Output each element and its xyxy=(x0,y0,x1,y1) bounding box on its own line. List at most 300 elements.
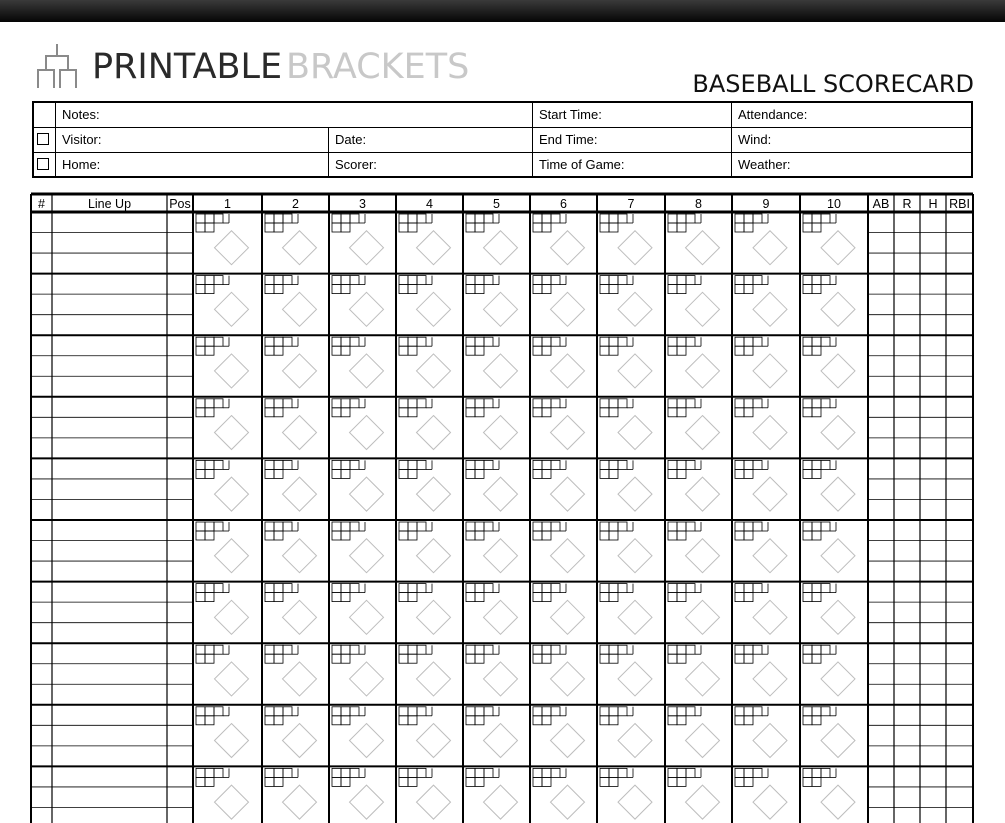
ball-count-box xyxy=(466,707,475,716)
ball-count-box xyxy=(812,645,821,654)
ball-count-box xyxy=(466,214,475,223)
strike-count-box xyxy=(812,223,821,232)
strike-count-box xyxy=(600,654,609,663)
strike-count-box xyxy=(677,531,686,540)
strike-count-box xyxy=(677,408,686,417)
header-stat-rbi: RBI xyxy=(949,197,970,211)
ball-count-box xyxy=(265,399,274,408)
ball-count-box xyxy=(744,337,753,346)
ball-count-box xyxy=(803,214,812,223)
ball-count-box xyxy=(408,337,417,346)
ball-count-box xyxy=(332,460,341,469)
ball-count-box xyxy=(466,276,475,285)
ball-count-box xyxy=(542,522,551,531)
strike-count-box xyxy=(408,777,417,786)
ball-count-box xyxy=(821,214,830,223)
strike-count-box xyxy=(265,531,274,540)
ball-count-box xyxy=(274,645,283,654)
strike-count-box xyxy=(274,531,283,540)
strike-count-box xyxy=(668,654,677,663)
ball-count-box xyxy=(753,645,762,654)
ball-count-box xyxy=(283,276,292,285)
strike-count-box xyxy=(735,716,744,725)
ball-count-box xyxy=(551,522,560,531)
base-diamond xyxy=(618,600,652,634)
ball-count-box xyxy=(812,399,821,408)
strike-count-box xyxy=(341,469,350,478)
ball-count-box xyxy=(475,707,484,716)
base-diamond xyxy=(350,785,384,819)
strike-count-box xyxy=(408,469,417,478)
ball-count-box xyxy=(399,584,408,593)
strike-count-box xyxy=(609,777,618,786)
ball-count-box xyxy=(812,276,821,285)
ball-count-box xyxy=(466,460,475,469)
ball-count-box xyxy=(618,399,627,408)
base-diamond xyxy=(350,600,384,634)
strike-count-box xyxy=(466,531,475,540)
strike-count-box xyxy=(542,593,551,602)
ball-count-box xyxy=(735,399,744,408)
base-diamond xyxy=(753,662,787,696)
ball-count-box xyxy=(283,214,292,223)
strike-count-box xyxy=(475,593,484,602)
ball-count-box xyxy=(350,460,359,469)
base-diamond xyxy=(484,539,518,573)
ball-count-box xyxy=(475,522,484,531)
ball-count-box xyxy=(686,276,695,285)
base-diamond xyxy=(821,354,855,388)
ball-count-box xyxy=(350,399,359,408)
strike-count-box xyxy=(533,654,542,663)
ball-count-box xyxy=(417,460,426,469)
ball-count-box xyxy=(744,584,753,593)
ball-count-box xyxy=(283,768,292,777)
base-diamond xyxy=(215,662,249,696)
ball-count-box xyxy=(265,276,274,285)
ball-count-box xyxy=(812,214,821,223)
strike-count-box xyxy=(332,531,341,540)
strike-count-box xyxy=(196,285,205,294)
base-diamond xyxy=(350,231,384,265)
ball-count-box xyxy=(214,214,223,223)
base-diamond xyxy=(821,724,855,758)
base-diamond xyxy=(821,600,855,634)
ball-count-box xyxy=(399,768,408,777)
ball-count-box xyxy=(551,214,560,223)
base-diamond xyxy=(753,600,787,634)
base-diamond xyxy=(215,231,249,265)
ball-count-box xyxy=(542,707,551,716)
strike-count-box xyxy=(600,346,609,355)
brand-word-printable: PRINTABLE xyxy=(92,47,283,87)
ball-count-box xyxy=(803,399,812,408)
ball-count-box xyxy=(283,584,292,593)
ball-count-box xyxy=(283,522,292,531)
ball-count-box xyxy=(350,337,359,346)
base-diamond xyxy=(551,785,585,819)
ball-count-box xyxy=(821,584,830,593)
ball-count-box xyxy=(542,337,551,346)
strike-count-box xyxy=(812,285,821,294)
base-diamond xyxy=(215,354,249,388)
ball-count-box xyxy=(618,584,627,593)
ball-count-box xyxy=(274,276,283,285)
ball-count-box xyxy=(283,337,292,346)
ball-count-box xyxy=(466,768,475,777)
ball-count-box xyxy=(686,645,695,654)
strike-count-box xyxy=(735,654,744,663)
ball-count-box xyxy=(686,584,695,593)
ball-count-box xyxy=(600,707,609,716)
ball-count-box xyxy=(600,522,609,531)
strike-count-box xyxy=(744,223,753,232)
strike-count-box xyxy=(399,285,408,294)
ball-count-box xyxy=(609,522,618,531)
ball-count-box xyxy=(803,460,812,469)
base-diamond xyxy=(551,416,585,450)
ball-count-box xyxy=(265,768,274,777)
ball-count-box xyxy=(214,768,223,777)
ball-count-box xyxy=(341,460,350,469)
ball-count-box xyxy=(542,214,551,223)
strike-count-box xyxy=(205,346,214,355)
ball-count-box xyxy=(341,399,350,408)
base-diamond xyxy=(350,354,384,388)
header-inning-9: 9 xyxy=(762,197,770,211)
ball-count-box xyxy=(214,707,223,716)
ball-count-box xyxy=(484,214,493,223)
ball-count-box xyxy=(735,645,744,654)
strike-count-box xyxy=(542,408,551,417)
base-diamond xyxy=(283,416,317,450)
ball-count-box xyxy=(265,707,274,716)
base-diamond xyxy=(350,477,384,511)
strike-count-box xyxy=(609,346,618,355)
ball-count-box xyxy=(265,645,274,654)
strike-count-box xyxy=(600,593,609,602)
strike-count-box xyxy=(803,716,812,725)
strike-count-box xyxy=(408,593,417,602)
ball-count-box xyxy=(744,214,753,223)
strike-count-box xyxy=(600,531,609,540)
ball-count-box xyxy=(686,522,695,531)
home-label: Home: xyxy=(62,157,101,172)
strike-count-box xyxy=(744,654,753,663)
ball-count-box xyxy=(803,337,812,346)
strike-count-box xyxy=(205,777,214,786)
strike-count-box xyxy=(744,716,753,725)
ball-count-box xyxy=(332,645,341,654)
ball-count-box xyxy=(484,276,493,285)
ball-count-box xyxy=(618,214,627,223)
strike-count-box xyxy=(533,716,542,725)
strike-count-box xyxy=(205,531,214,540)
base-diamond xyxy=(350,724,384,758)
strike-count-box xyxy=(812,777,821,786)
ball-count-box xyxy=(677,522,686,531)
strike-count-box xyxy=(609,223,618,232)
header-inning-3: 3 xyxy=(359,197,366,211)
ball-count-box xyxy=(196,584,205,593)
base-diamond xyxy=(350,292,384,326)
ball-count-box xyxy=(350,584,359,593)
ball-count-box xyxy=(417,584,426,593)
header-stat-r: R xyxy=(902,197,912,211)
ball-count-box xyxy=(609,399,618,408)
ball-count-box xyxy=(533,645,542,654)
strike-count-box xyxy=(265,408,274,417)
base-diamond xyxy=(686,416,720,450)
base-diamond xyxy=(753,724,787,758)
strike-count-box xyxy=(803,223,812,232)
base-diamond xyxy=(821,292,855,326)
base-diamond xyxy=(686,292,720,326)
strike-count-box xyxy=(668,285,677,294)
ball-count-box xyxy=(466,584,475,593)
strike-count-box xyxy=(475,716,484,725)
ball-count-box xyxy=(753,276,762,285)
base-diamond xyxy=(551,662,585,696)
ball-count-box xyxy=(686,768,695,777)
ball-count-box xyxy=(408,522,417,531)
strike-count-box xyxy=(677,346,686,355)
strike-count-box xyxy=(341,285,350,294)
ball-count-box xyxy=(609,460,618,469)
ball-count-box xyxy=(466,399,475,408)
base-diamond xyxy=(753,539,787,573)
strike-count-box xyxy=(475,223,484,232)
strike-count-box xyxy=(341,408,350,417)
ball-count-box xyxy=(735,337,744,346)
ball-count-box xyxy=(484,522,493,531)
strike-count-box xyxy=(399,777,408,786)
base-diamond xyxy=(753,231,787,265)
strike-count-box xyxy=(668,716,677,725)
strike-count-box xyxy=(609,654,618,663)
ball-count-box xyxy=(686,399,695,408)
base-diamond xyxy=(686,354,720,388)
strike-count-box xyxy=(668,777,677,786)
strike-count-box xyxy=(332,469,341,478)
ball-count-box xyxy=(677,707,686,716)
strike-count-box xyxy=(408,408,417,417)
ball-count-box xyxy=(466,645,475,654)
ball-count-box xyxy=(205,276,214,285)
header-inning-10: 10 xyxy=(827,197,841,211)
ball-count-box xyxy=(609,768,618,777)
ball-count-box xyxy=(542,399,551,408)
ball-count-box xyxy=(551,707,560,716)
strike-count-box xyxy=(274,469,283,478)
ball-count-box xyxy=(417,399,426,408)
base-diamond xyxy=(283,662,317,696)
base-diamond xyxy=(821,662,855,696)
strike-count-box xyxy=(475,777,484,786)
ball-count-box xyxy=(753,584,762,593)
strike-count-box xyxy=(735,346,744,355)
base-diamond xyxy=(821,231,855,265)
strike-count-box xyxy=(475,654,484,663)
strike-count-box xyxy=(812,716,821,725)
strike-count-box xyxy=(812,654,821,663)
strike-count-box xyxy=(274,408,283,417)
ball-count-box xyxy=(812,522,821,531)
strike-count-box xyxy=(332,593,341,602)
base-diamond xyxy=(215,416,249,450)
strike-count-box xyxy=(803,346,812,355)
ball-count-box xyxy=(668,337,677,346)
base-diamond xyxy=(551,292,585,326)
base-diamond xyxy=(753,477,787,511)
strike-count-box xyxy=(542,531,551,540)
base-diamond xyxy=(417,539,451,573)
strike-count-box xyxy=(408,285,417,294)
ball-count-box xyxy=(475,214,484,223)
strike-count-box xyxy=(735,531,744,540)
ball-count-box xyxy=(677,214,686,223)
strike-count-box xyxy=(735,223,744,232)
strike-count-box xyxy=(803,531,812,540)
visitor-label: Visitor: xyxy=(62,132,102,147)
strike-count-box xyxy=(744,531,753,540)
base-diamond xyxy=(686,539,720,573)
strike-count-box xyxy=(803,654,812,663)
strike-count-box xyxy=(466,593,475,602)
ball-count-box xyxy=(600,214,609,223)
ball-count-box xyxy=(408,214,417,223)
base-diamond xyxy=(618,292,652,326)
strike-count-box xyxy=(196,346,205,355)
ball-count-box xyxy=(735,276,744,285)
ball-count-box xyxy=(753,214,762,223)
base-diamond xyxy=(417,724,451,758)
ball-count-box xyxy=(744,645,753,654)
base-diamond xyxy=(215,292,249,326)
ball-count-box xyxy=(214,522,223,531)
strike-count-box xyxy=(475,285,484,294)
base-diamond xyxy=(686,600,720,634)
ball-count-box xyxy=(668,399,677,408)
strike-count-box xyxy=(196,223,205,232)
ball-count-box xyxy=(744,460,753,469)
ball-count-box xyxy=(214,460,223,469)
ball-count-box xyxy=(475,399,484,408)
ball-count-box xyxy=(265,214,274,223)
ball-count-box xyxy=(609,707,618,716)
strike-count-box xyxy=(803,285,812,294)
ball-count-box xyxy=(744,522,753,531)
ball-count-box xyxy=(350,645,359,654)
ball-count-box xyxy=(600,460,609,469)
ball-count-box xyxy=(475,645,484,654)
base-diamond xyxy=(821,477,855,511)
ball-count-box xyxy=(542,276,551,285)
strike-count-box xyxy=(274,223,283,232)
ball-count-box xyxy=(618,707,627,716)
ball-count-box xyxy=(677,768,686,777)
ball-count-box xyxy=(265,522,274,531)
ball-count-box xyxy=(821,707,830,716)
ball-count-box xyxy=(600,768,609,777)
ball-count-box xyxy=(821,645,830,654)
ball-count-box xyxy=(821,522,830,531)
strike-count-box xyxy=(332,777,341,786)
base-diamond xyxy=(753,292,787,326)
strike-count-box xyxy=(196,469,205,478)
strike-count-box xyxy=(668,346,677,355)
ball-count-box xyxy=(600,645,609,654)
strike-count-box xyxy=(533,285,542,294)
strike-count-box xyxy=(609,469,618,478)
ball-count-box xyxy=(350,707,359,716)
ball-count-box xyxy=(753,707,762,716)
ball-count-box xyxy=(274,522,283,531)
base-diamond xyxy=(618,477,652,511)
strike-count-box xyxy=(744,593,753,602)
base-diamond xyxy=(618,231,652,265)
ball-count-box xyxy=(484,768,493,777)
strike-count-box xyxy=(677,777,686,786)
strike-count-box xyxy=(677,716,686,725)
strike-count-box xyxy=(744,285,753,294)
strike-count-box xyxy=(205,716,214,725)
ball-count-box xyxy=(677,337,686,346)
ball-count-box xyxy=(668,707,677,716)
strike-count-box xyxy=(609,716,618,725)
ball-count-box xyxy=(803,522,812,531)
ball-count-box xyxy=(408,399,417,408)
strike-count-box xyxy=(265,223,274,232)
base-diamond xyxy=(821,539,855,573)
base-diamond xyxy=(417,662,451,696)
strike-count-box xyxy=(205,654,214,663)
ball-count-box xyxy=(744,707,753,716)
ball-count-box xyxy=(668,645,677,654)
ball-count-box xyxy=(533,214,542,223)
date-label: Date: xyxy=(335,132,367,147)
ball-count-box xyxy=(618,276,627,285)
ball-count-box xyxy=(332,337,341,346)
end-time-label: End Time: xyxy=(539,132,598,147)
ball-count-box xyxy=(274,707,283,716)
ball-count-box xyxy=(533,707,542,716)
strike-count-box xyxy=(265,593,274,602)
strike-count-box xyxy=(274,593,283,602)
header-inning-6: 6 xyxy=(560,197,567,211)
strike-count-box xyxy=(744,469,753,478)
strike-count-box xyxy=(812,531,821,540)
ball-count-box xyxy=(399,707,408,716)
ball-count-box xyxy=(399,645,408,654)
strike-count-box xyxy=(533,777,542,786)
base-diamond xyxy=(283,539,317,573)
ball-count-box xyxy=(618,768,627,777)
ball-count-box xyxy=(551,399,560,408)
strike-count-box xyxy=(744,408,753,417)
strike-count-box xyxy=(408,346,417,355)
ball-count-box xyxy=(609,337,618,346)
ball-count-box xyxy=(533,584,542,593)
base-diamond xyxy=(215,477,249,511)
strike-count-box xyxy=(466,285,475,294)
ball-count-box xyxy=(341,522,350,531)
base-diamond xyxy=(618,724,652,758)
ball-count-box xyxy=(205,645,214,654)
ball-count-box xyxy=(466,337,475,346)
ball-count-box xyxy=(484,584,493,593)
ball-count-box xyxy=(205,707,214,716)
